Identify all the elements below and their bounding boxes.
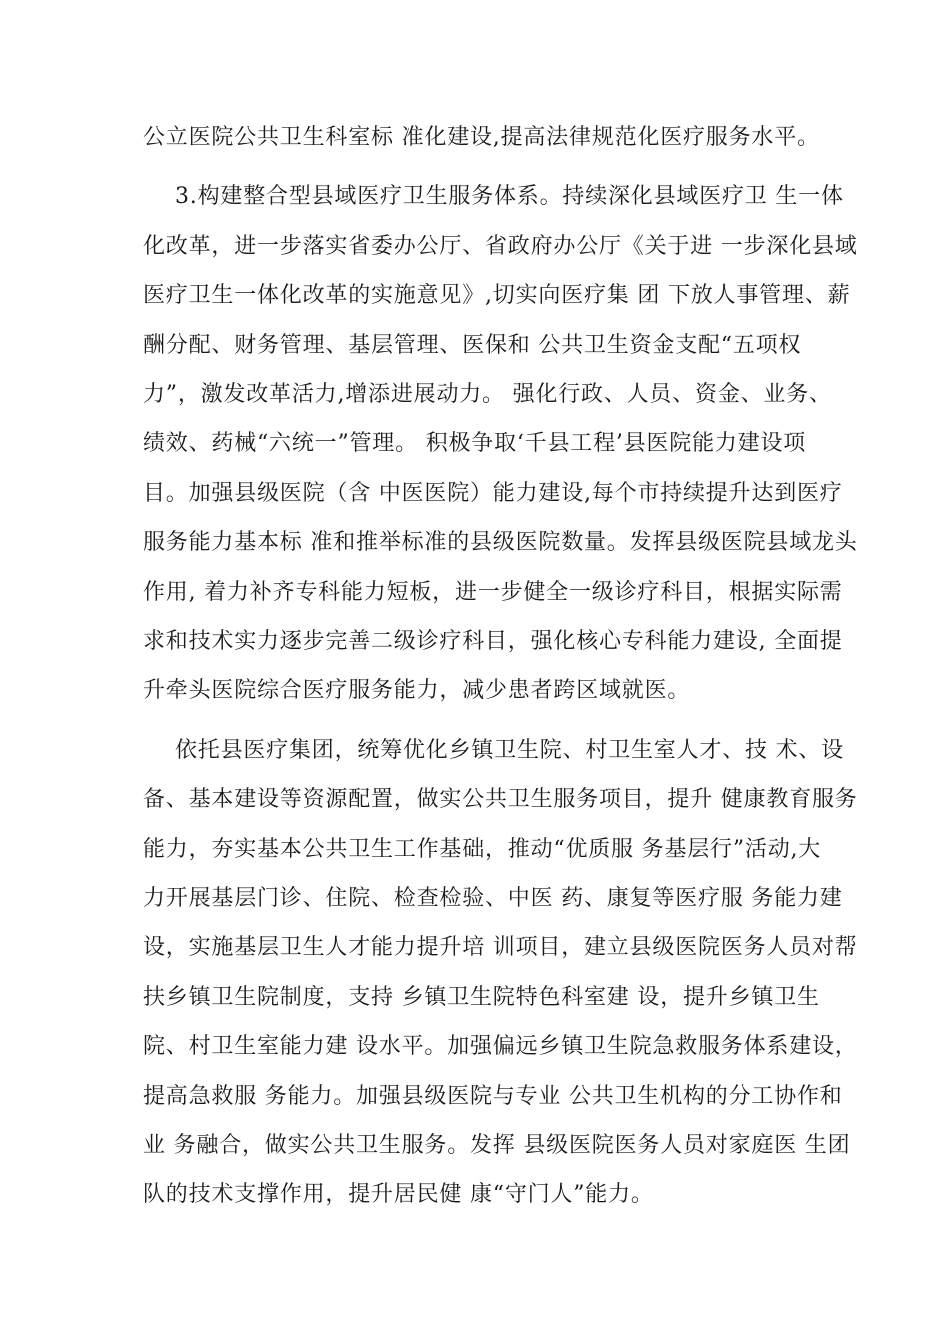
paragraph-line: 3.构建整合型县域医疗卫生服务体系。持续深化县域医疗卫 生一体 — [175, 184, 844, 209]
paragraph-line: 业 务融合，做实公共卫生服务。发挥 县级医院医务人员对家庭医 生团 — [143, 1133, 851, 1158]
paragraph-line: 依托县医疗集团，统筹优化乡镇卫生院、村卫生室人才、技 术、设 — [175, 738, 844, 763]
paragraph-line: 化改革，进一步落实省委办公厅、省政府办公厅《关于进 一步深化县域 — [143, 234, 858, 259]
paragraph-line: 绩效、药械“六统一”管理。 积极争取‘千县工程’县医院能力建设项 — [143, 431, 807, 456]
paragraph-line: 作用, 着力补齐专科能力短板，进一步健全一级诊疗科目，根据实际需 — [143, 580, 843, 605]
paragraph-line: 医疗卫生一体化改革的实施意见》,切实向医疗集 团 下放人事管理、薪 — [143, 283, 851, 308]
paragraph-line: 求和技术实力逐步完善二级诊疗科目，强化核心专科能力建设, 全面提 — [143, 629, 843, 654]
paragraph-line: 备、基本建设等资源配置，做实公共卫生服务项目，提升 健康教育服务 — [143, 787, 858, 812]
paragraph-line: 院、村卫生室能力建 设水平。加强偏远乡镇卫生院急救服务体系建设， — [143, 1034, 858, 1059]
paragraph-line: 升牵头医院综合医疗服务能力，减少患者跨区域就医。 — [143, 678, 691, 703]
paragraph-line: 提高急救服 务能力。加强县级医院与专业 公共卫生机构的分工协作和 — [143, 1084, 843, 1109]
paragraph-line: 扶乡镇卫生院制度，支持 乡镇卫生院特色科室建 设，提升乡镇卫生 — [143, 985, 820, 1010]
paragraph-line: 设，实施基层卫生人才能力提升培 训项目，建立县级医院医务人员对帮 — [143, 935, 858, 960]
paragraph-line: 服务能力基本标 准和推举标准的县级医院数量。发挥县级医院县域龙头 — [143, 530, 858, 555]
paragraph-line: 酬分配、财务管理、基层管理、医保和 公共卫生资金支配“五项权 — [143, 333, 802, 358]
paragraph-line: 能力，夯实基本公共卫生工作基础，推动“优质服 务基层行”活动,大 — [143, 837, 822, 862]
paragraph-line: 力”，激发改革活力,增添进展动力。 强化行政、人员、资金、业务、 — [143, 382, 832, 407]
paragraph-line: 队的技术支撑作用，提升居民健 康“守门人”能力。 — [143, 1182, 654, 1207]
paragraph-line: 力开展基层门诊、住院、检查检验、中医 药、康复等医疗服 务能力建 — [143, 886, 843, 911]
paragraph-line: 目。加强县级医院（含 中医医院）能力建设,每个市持续提升达到医疗 — [143, 481, 843, 506]
paragraph-line: 公立医院公共卫生科室标 准化建设,提高法律规范化医疗服务水平。 — [143, 125, 820, 150]
